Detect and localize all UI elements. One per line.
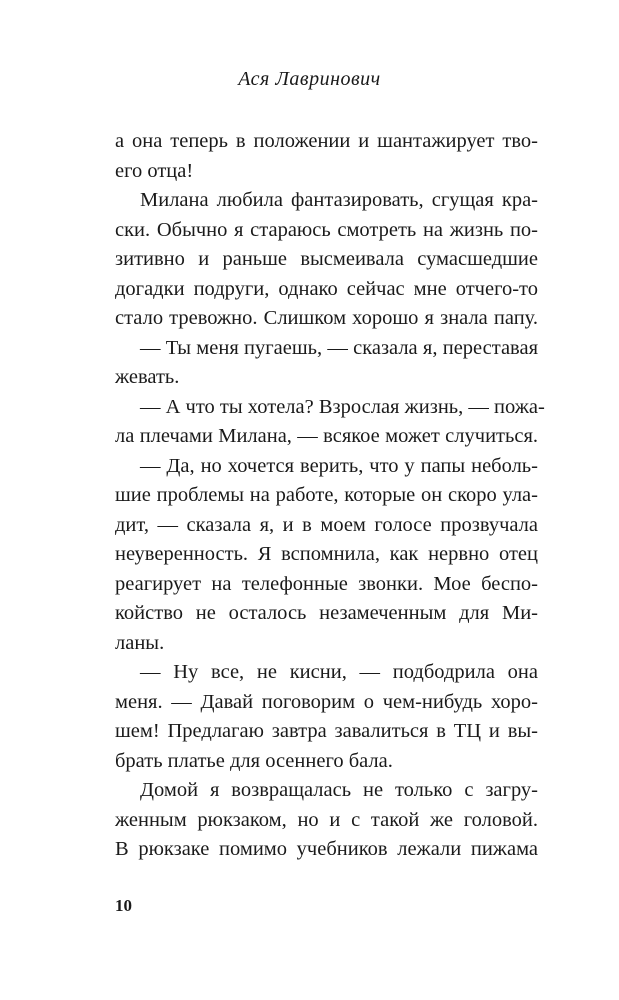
text-line: брать платье для осеннего бала. (115, 749, 393, 772)
text-line: меня. — Давай поговорим о чем-нибудь хоро- (115, 690, 538, 713)
text-line: — Да, но хочется верить, что у папы неболь- (140, 454, 538, 477)
text-line: дит, — сказала я, и в моем голосе прозвучала (115, 513, 538, 536)
page-number: 10 (115, 896, 132, 915)
text-line: женным рюкзаком, но и с такой же головой. (115, 808, 538, 831)
text-line: его отца! (115, 159, 194, 182)
text-line: зитивно и раньше высмеивала сумасшедшие (115, 248, 538, 270)
text-line: жевать. (115, 366, 180, 388)
text-line: — Ты меня пугаешь, — сказала я, переставая (140, 336, 538, 359)
text-line: стало тревожно. Слишком хорошо я знала папу. (115, 307, 538, 329)
text-line: Милана любила фантазировать, сгущая кра- (140, 189, 538, 211)
text-line: шие проблемы на работе, которые он скоро ула- (115, 484, 538, 506)
text-line: — А что ты хотела? Взрослая жизнь, — пожа- (140, 395, 545, 418)
text-line: — Ну все, не кисни, — подбодрила она (140, 661, 538, 683)
text-line: ла плечами Милана, — всякое может случиться. (115, 425, 538, 447)
text-line: реагирует на телефонные звонки. Мое беспо- (115, 572, 538, 595)
text-line: а она теперь в положении и шантажирует тво- (115, 130, 538, 152)
text-line: неуверенность. Я вспомнила, как нервно отец (115, 543, 538, 565)
text-line: Домой я возвращалась не только с загру- (140, 779, 538, 801)
body-text (115, 127, 545, 865)
text-line: догадки подруги, однако сейчас мне отчего-то (115, 277, 538, 300)
text-line: В рюкзаке помимо учебников лежали пижама (115, 838, 538, 860)
text-line: ланы. (115, 631, 165, 654)
text-line: ски. Обычно я стараюсь смотреть на жизнь по- (115, 218, 538, 241)
text-line: койство не осталось незамеченным для Ми- (115, 602, 538, 624)
running-header-author: Ася Лавринович (238, 68, 381, 90)
text-line: шем! Предлагаю завтра завалиться в ТЦ и вы- (115, 720, 538, 742)
